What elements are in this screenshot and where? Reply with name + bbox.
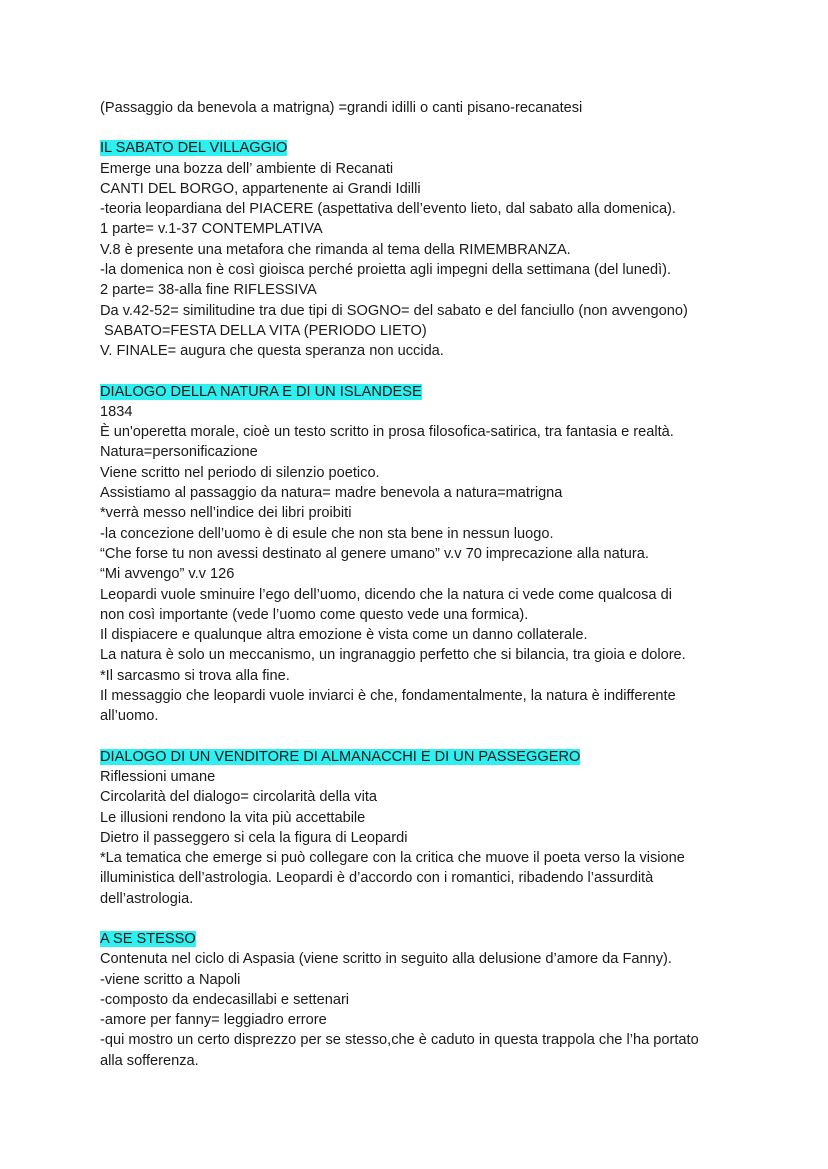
text-line: Il dispiacere e qualunque altra emozione è vista come un danno collaterale.	[100, 627, 588, 644]
text-line: 1 parte= v.1-37 CONTEMPLATIVA	[100, 221, 323, 238]
text-line: -amore per fanny= leggiadro errore	[100, 1012, 327, 1029]
text-line: Da v.42-52= similitudine tra due tipi di SOGNO= del sabato e del fanciullo (non avvengono)	[100, 302, 688, 319]
text-line: “Che forse tu non avessi destinato al genere umano” v.v 70 imprecazione alla natura.	[100, 545, 649, 562]
text-line: Leopardi vuole sminuire l’ego dell’uomo, dicendo che la natura ci vede come qualcosa di	[100, 586, 672, 603]
text-line: CANTI DEL BORGO, appartenente ai Grandi Idilli	[100, 180, 421, 197]
text-line: Il messaggio che leopardi vuole inviarci è che, fondamentalmente, la natura è indifferente	[100, 688, 676, 705]
text-line: Emerge una bozza dell’ ambiente di Recanati	[100, 160, 394, 177]
text-line: dell’astrologia.	[100, 890, 194, 907]
text-line: Dietro il passeggero si cela la figura di Leopardi	[100, 829, 408, 846]
text-line: -teoria leopardiana del PIACERE (aspettativa dell’evento lieto, dal sabato alla domenica).	[100, 201, 676, 218]
section-sabato-del-villaggio	[100, 138, 740, 361]
text-line: illuministica dell’astrologia. Leopardi è d’accordo con i romantici, ribadendo l’assurdità	[100, 870, 654, 887]
text-line: -la concezione dell’uomo è di esule che non sta bene in nessun luogo.	[100, 525, 554, 542]
section-heading: IL SABATO DEL VILLAGGIO	[100, 140, 288, 157]
text-line: Riflessioni umane	[100, 768, 216, 785]
text-line: V.8 è presente una metafora che rimanda al tema della RIMEMBRANZA.	[100, 241, 571, 258]
text-line: “Mi avvengo” v.v 126	[100, 566, 235, 583]
text-line: È un'operetta morale, cioè un testo scritto in prosa filosofica-satirica, tra fantasia e realtà.	[100, 424, 674, 441]
text-line: *Il sarcasmo si trova alla fine.	[100, 667, 290, 684]
section-a-se-stesso	[100, 929, 740, 1071]
section-dialogo-natura-islandese	[100, 382, 740, 727]
text-line: La natura è solo un meccanismo, un ingranaggio perfetto che si bilancia, tra gioia e dolore.	[100, 647, 686, 664]
text-line: 1834	[100, 403, 133, 420]
text-line: Contenuta nel ciclo di Aspasia (viene scritto in seguito alla delusione d’amore da Fanny).	[100, 951, 672, 968]
text-line: all’uomo.	[100, 708, 159, 725]
text-line: -la domenica non è così gioisca perché proietta agli impegni della settimana (del lunedì).	[100, 262, 672, 279]
text-line: Le illusioni rendono la vita più accettabile	[100, 809, 366, 826]
section-dialogo-venditore-almanacchi	[100, 747, 740, 909]
section-heading: DIALOGO DELLA NATURA E DI UN ISLANDESE	[100, 383, 422, 400]
text-line: 2 parte= 38-alla fine RIFLESSIVA	[100, 282, 317, 299]
text-line: *verrà messo nell’indice dei libri proibiti	[100, 505, 352, 522]
text-line: Natura=personificazione	[100, 444, 258, 461]
text-line: alla sofferenza.	[100, 1052, 199, 1069]
text-line: SABATO=FESTA DELLA VITA (PERIODO LIETO)	[100, 322, 427, 339]
intro-line: (Passaggio da benevola a matrigna) =grandi idilli o canti pisano-recanatesi	[100, 100, 583, 116]
section-gap	[100, 362, 740, 382]
text-line: V. FINALE= augura che questa speranza non uccida.	[100, 343, 444, 360]
text-line: Viene scritto nel periodo di silenzio poetico.	[100, 464, 380, 481]
text-line: Assistiamo al passaggio da natura= madre benevola a natura=matrigna	[100, 485, 563, 502]
section-gap	[100, 909, 740, 929]
document-page	[100, 98, 740, 1071]
text-line: -composto da endecasillabi e settenari	[100, 991, 350, 1008]
text-line: non così importante (vede l’uomo come questo vede una formica).	[100, 606, 529, 623]
text-line: -qui mostro un certo disprezzo per se stesso,che è caduto in questa trappola che l’ha portato	[100, 1032, 699, 1049]
section-gap	[100, 727, 740, 747]
text-line: Circolarità del dialogo= circolarità della vita	[100, 789, 378, 806]
section-heading: DIALOGO DI UN VENDITORE DI ALMANACCHI E DI UN PASSEGGERO	[100, 748, 581, 765]
text-line: -viene scritto a Napoli	[100, 971, 241, 988]
section-heading: A SE STESSO	[100, 930, 196, 947]
text-line: *La tematica che emerge si può collegare con la critica che muove il poeta verso la visione	[100, 850, 685, 867]
